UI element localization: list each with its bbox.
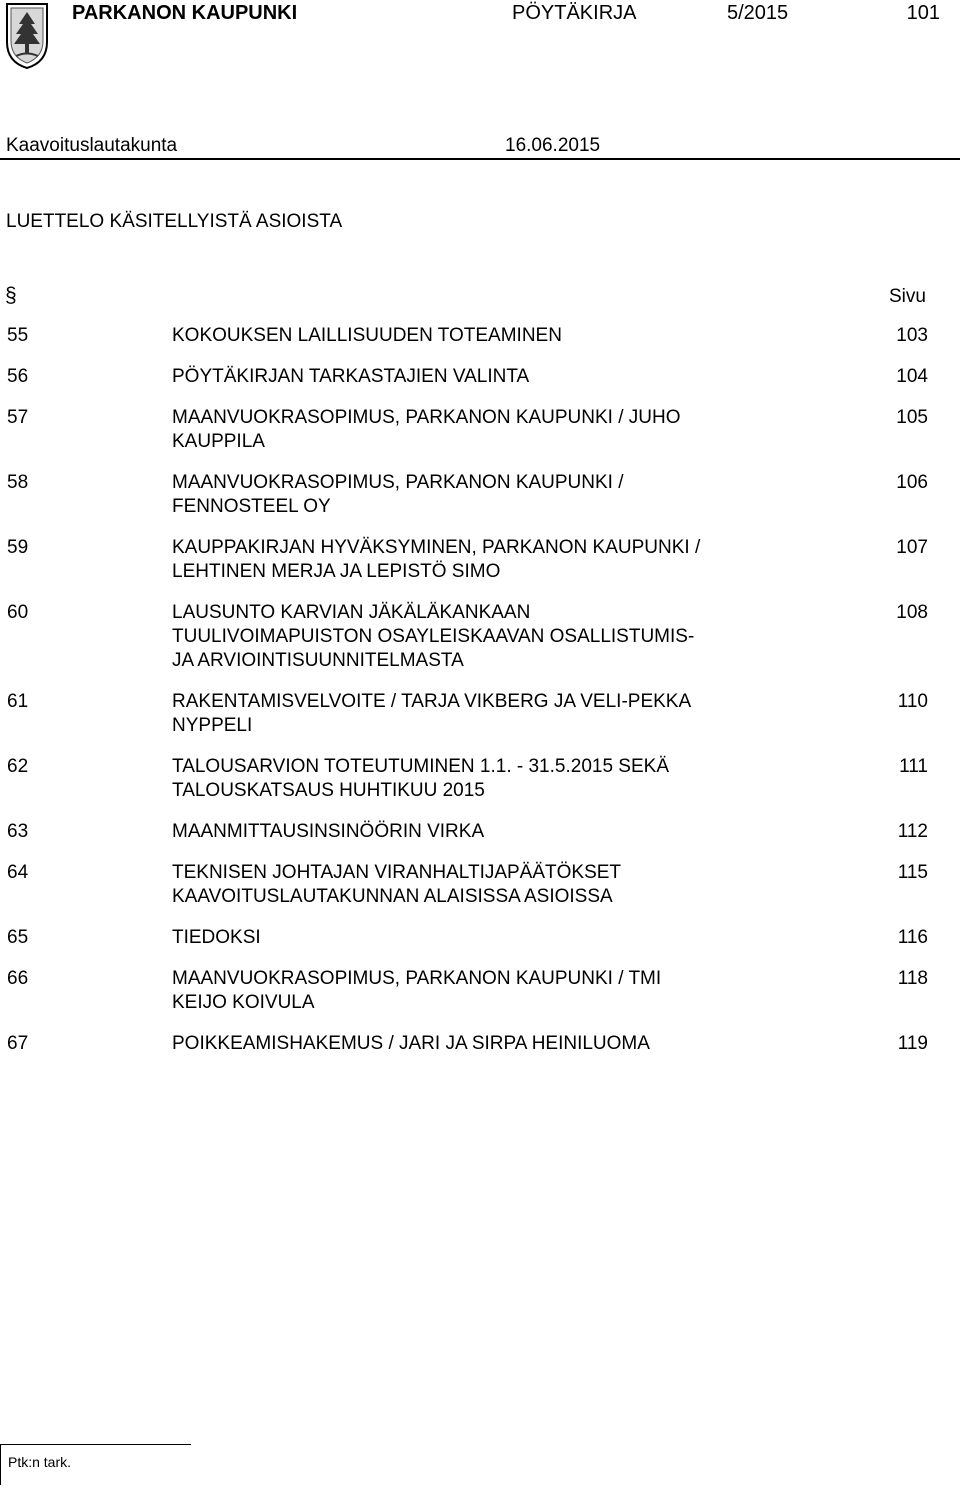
list-item xyxy=(0,967,960,1015)
item-number: 64 xyxy=(7,862,29,883)
list-title: LUETTELO KÄSITELLYISTÄ ASIOISTA xyxy=(6,211,343,232)
item-page: 116 xyxy=(897,927,928,948)
item-page: 115 xyxy=(897,862,928,883)
item-page: 112 xyxy=(897,821,928,842)
item-page: 118 xyxy=(897,968,928,989)
item-number: 57 xyxy=(7,407,29,428)
item-title: KOKOUKSEN LAILLISUUDEN TOTEAMINEN xyxy=(172,325,562,346)
list-item xyxy=(0,324,960,348)
coat-of-arms-icon xyxy=(4,2,50,70)
list-item xyxy=(0,926,960,950)
list-item xyxy=(0,365,960,389)
item-number: 61 xyxy=(7,691,29,712)
item-number: 65 xyxy=(7,927,29,948)
item-title: MAANVUOKRASOPIMUS, PARKANON KAUPUNKI / JUHO KAUPPILA xyxy=(172,407,681,452)
item-title: TEKNISEN JOHTAJAN VIRANHALTIJAPÄÄTÖKSET KAAVOITUSLAUTAKUNNAN ALAISISSA ASIOISSA xyxy=(172,862,622,907)
item-page: 106 xyxy=(896,472,928,493)
item-page: 111 xyxy=(899,756,928,777)
item-page: 108 xyxy=(896,602,928,623)
item-number: 59 xyxy=(7,537,29,558)
footer-box-edge xyxy=(0,1445,1,1485)
item-title: KAUPPAKIRJAN HYVÄKSYMINEN, PARKANON KAUPUNKI / LEHTINEN MERJA JA LEPISTÖ SIMO xyxy=(172,537,701,582)
item-page: 105 xyxy=(896,407,928,428)
item-title: TALOUSARVION TOTEUTUMINEN 1.1. - 31.5.2015 SEKÄ TALOUSKATSAUS HUHTIKUU 2015 xyxy=(172,756,669,801)
item-title: POIKKEAMISHAKEMUS / JARI JA SIRPA HEINILUOMA xyxy=(172,1033,650,1054)
document-type: PÖYTÄKIRJA xyxy=(512,2,637,24)
item-page: 107 xyxy=(896,537,928,558)
meeting-date: 16.06.2015 xyxy=(505,135,601,156)
item-title: MAANMITTAUSINSINÖÖRIN VIRKA xyxy=(172,821,485,842)
list-item xyxy=(0,755,960,803)
page-number: 101 xyxy=(906,2,940,24)
list-item xyxy=(0,690,960,738)
list-item xyxy=(0,820,960,844)
item-title: PÖYTÄKIRJAN TARKASTAJIEN VALINTA xyxy=(172,366,530,387)
item-title: MAANVUOKRASOPIMUS, PARKANON KAUPUNKI / FENNOSTEEL OY xyxy=(172,472,624,517)
list-item xyxy=(0,536,960,584)
organization-name: PARKANON KAUPUNKI xyxy=(72,2,298,24)
board-name: Kaavoituslautakunta xyxy=(6,135,178,156)
list-item xyxy=(0,601,960,673)
list-item xyxy=(0,471,960,519)
list-item xyxy=(0,1032,960,1056)
item-number: 60 xyxy=(7,602,29,623)
item-number: 62 xyxy=(7,756,29,777)
footer-label: Ptk:n tark. xyxy=(8,1454,72,1470)
item-title: RAKENTAMISVELVOITE / TARJA VIKBERG JA VELI-PEKKA NYPPELI xyxy=(172,691,692,736)
list-item xyxy=(0,861,960,909)
item-number: 56 xyxy=(7,366,29,387)
header-divider xyxy=(0,158,960,160)
item-page: 103 xyxy=(896,325,928,346)
item-number: 58 xyxy=(7,472,29,493)
page-column-label: Sivu xyxy=(889,286,926,307)
item-number: 66 xyxy=(7,968,29,989)
item-title: LAUSUNTO KARVIAN JÄKÄLÄKANKAAN TUULIVOIMAPUISTON OSAYLEISKAAVAN OSALLISTUMIS- JA ARVIOINTISUUNNITELMASTA xyxy=(172,602,695,671)
section-symbol: § xyxy=(5,284,17,307)
item-title: TIEDOKSI xyxy=(172,927,261,948)
list-item xyxy=(0,406,960,454)
footer-divider xyxy=(0,1444,191,1445)
item-number: 67 xyxy=(7,1033,29,1054)
item-number: 63 xyxy=(7,821,29,842)
agenda-items-list xyxy=(0,324,960,1073)
item-page: 104 xyxy=(896,366,928,387)
item-number: 55 xyxy=(7,325,29,346)
item-page: 119 xyxy=(897,1033,928,1054)
meeting-number: 5/2015 xyxy=(727,2,789,24)
item-page: 110 xyxy=(897,691,928,712)
item-title: MAANVUOKRASOPIMUS, PARKANON KAUPUNKI / TMI KEIJO KOIVULA xyxy=(172,968,662,1013)
